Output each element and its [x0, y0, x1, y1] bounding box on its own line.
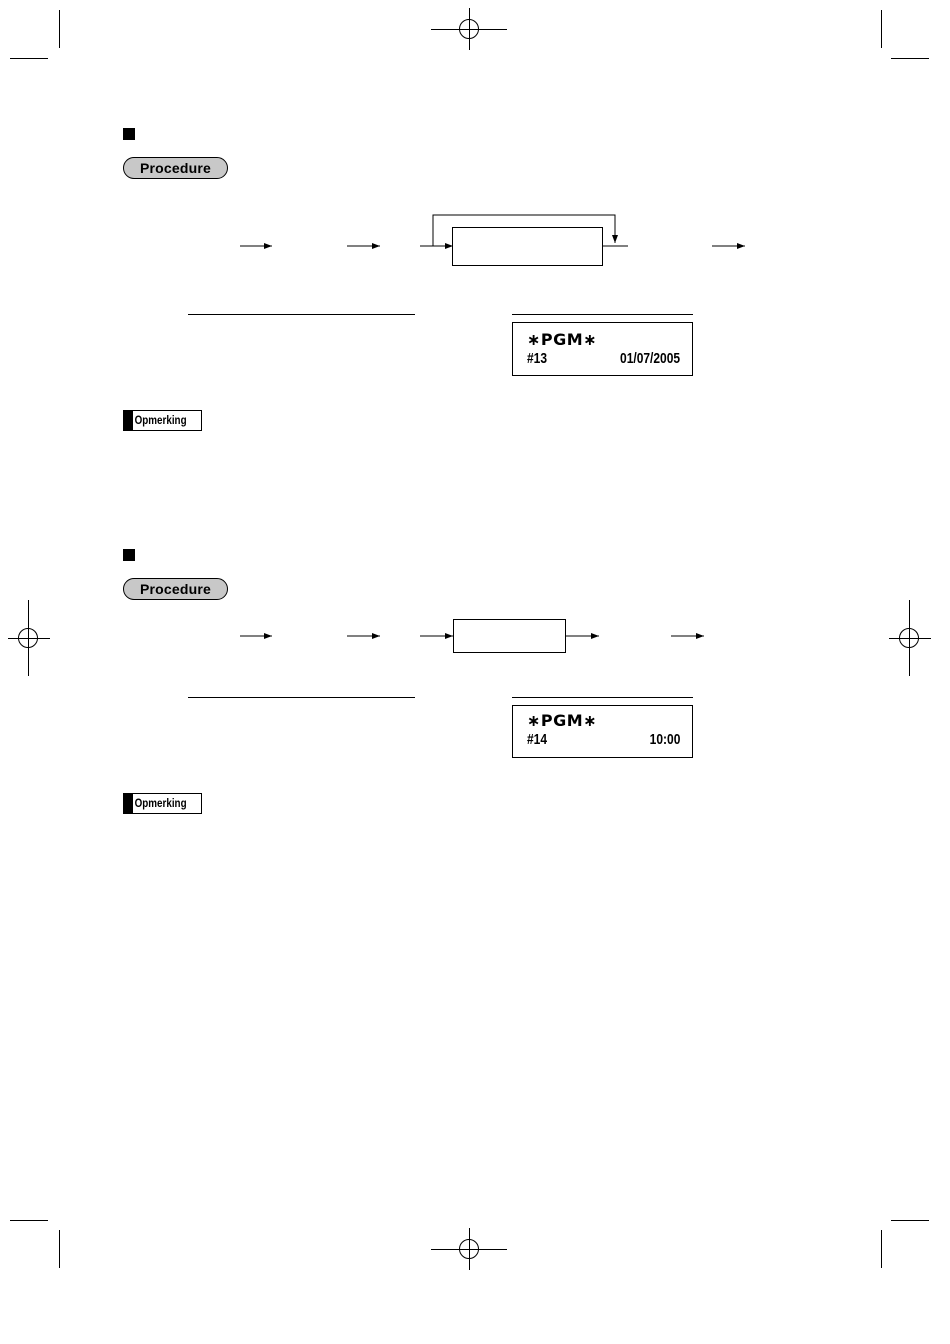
section-2-input-box [453, 619, 566, 653]
note-label: Opmerking [134, 796, 187, 810]
section-2-procedure-label: Procedure [123, 578, 228, 600]
section-2-display-panel [512, 705, 693, 758]
display-code: #14 [527, 731, 548, 748]
display-title: ∗PGM∗ [527, 711, 598, 730]
section-1-procedure-label: Procedure [123, 157, 228, 179]
section-1-input-box [452, 227, 603, 266]
note-marker [124, 411, 133, 430]
display-value: 10:00 [649, 731, 680, 748]
note-marker [124, 794, 133, 813]
display-code: #13 [527, 350, 548, 367]
section-2-left-rule [188, 697, 415, 698]
display-value: 01/07/2005 [619, 350, 680, 367]
section-1-left-rule [188, 314, 415, 315]
note-label: Opmerking [134, 413, 187, 427]
section-2-note-tag [123, 793, 202, 814]
section-1-display-panel [512, 322, 693, 376]
section-2-bullet [123, 549, 135, 561]
section-1-note-tag [123, 410, 202, 431]
section-1-right-rule [512, 314, 693, 315]
section-2-right-rule [512, 697, 693, 698]
display-title: ∗PGM∗ [527, 330, 598, 349]
